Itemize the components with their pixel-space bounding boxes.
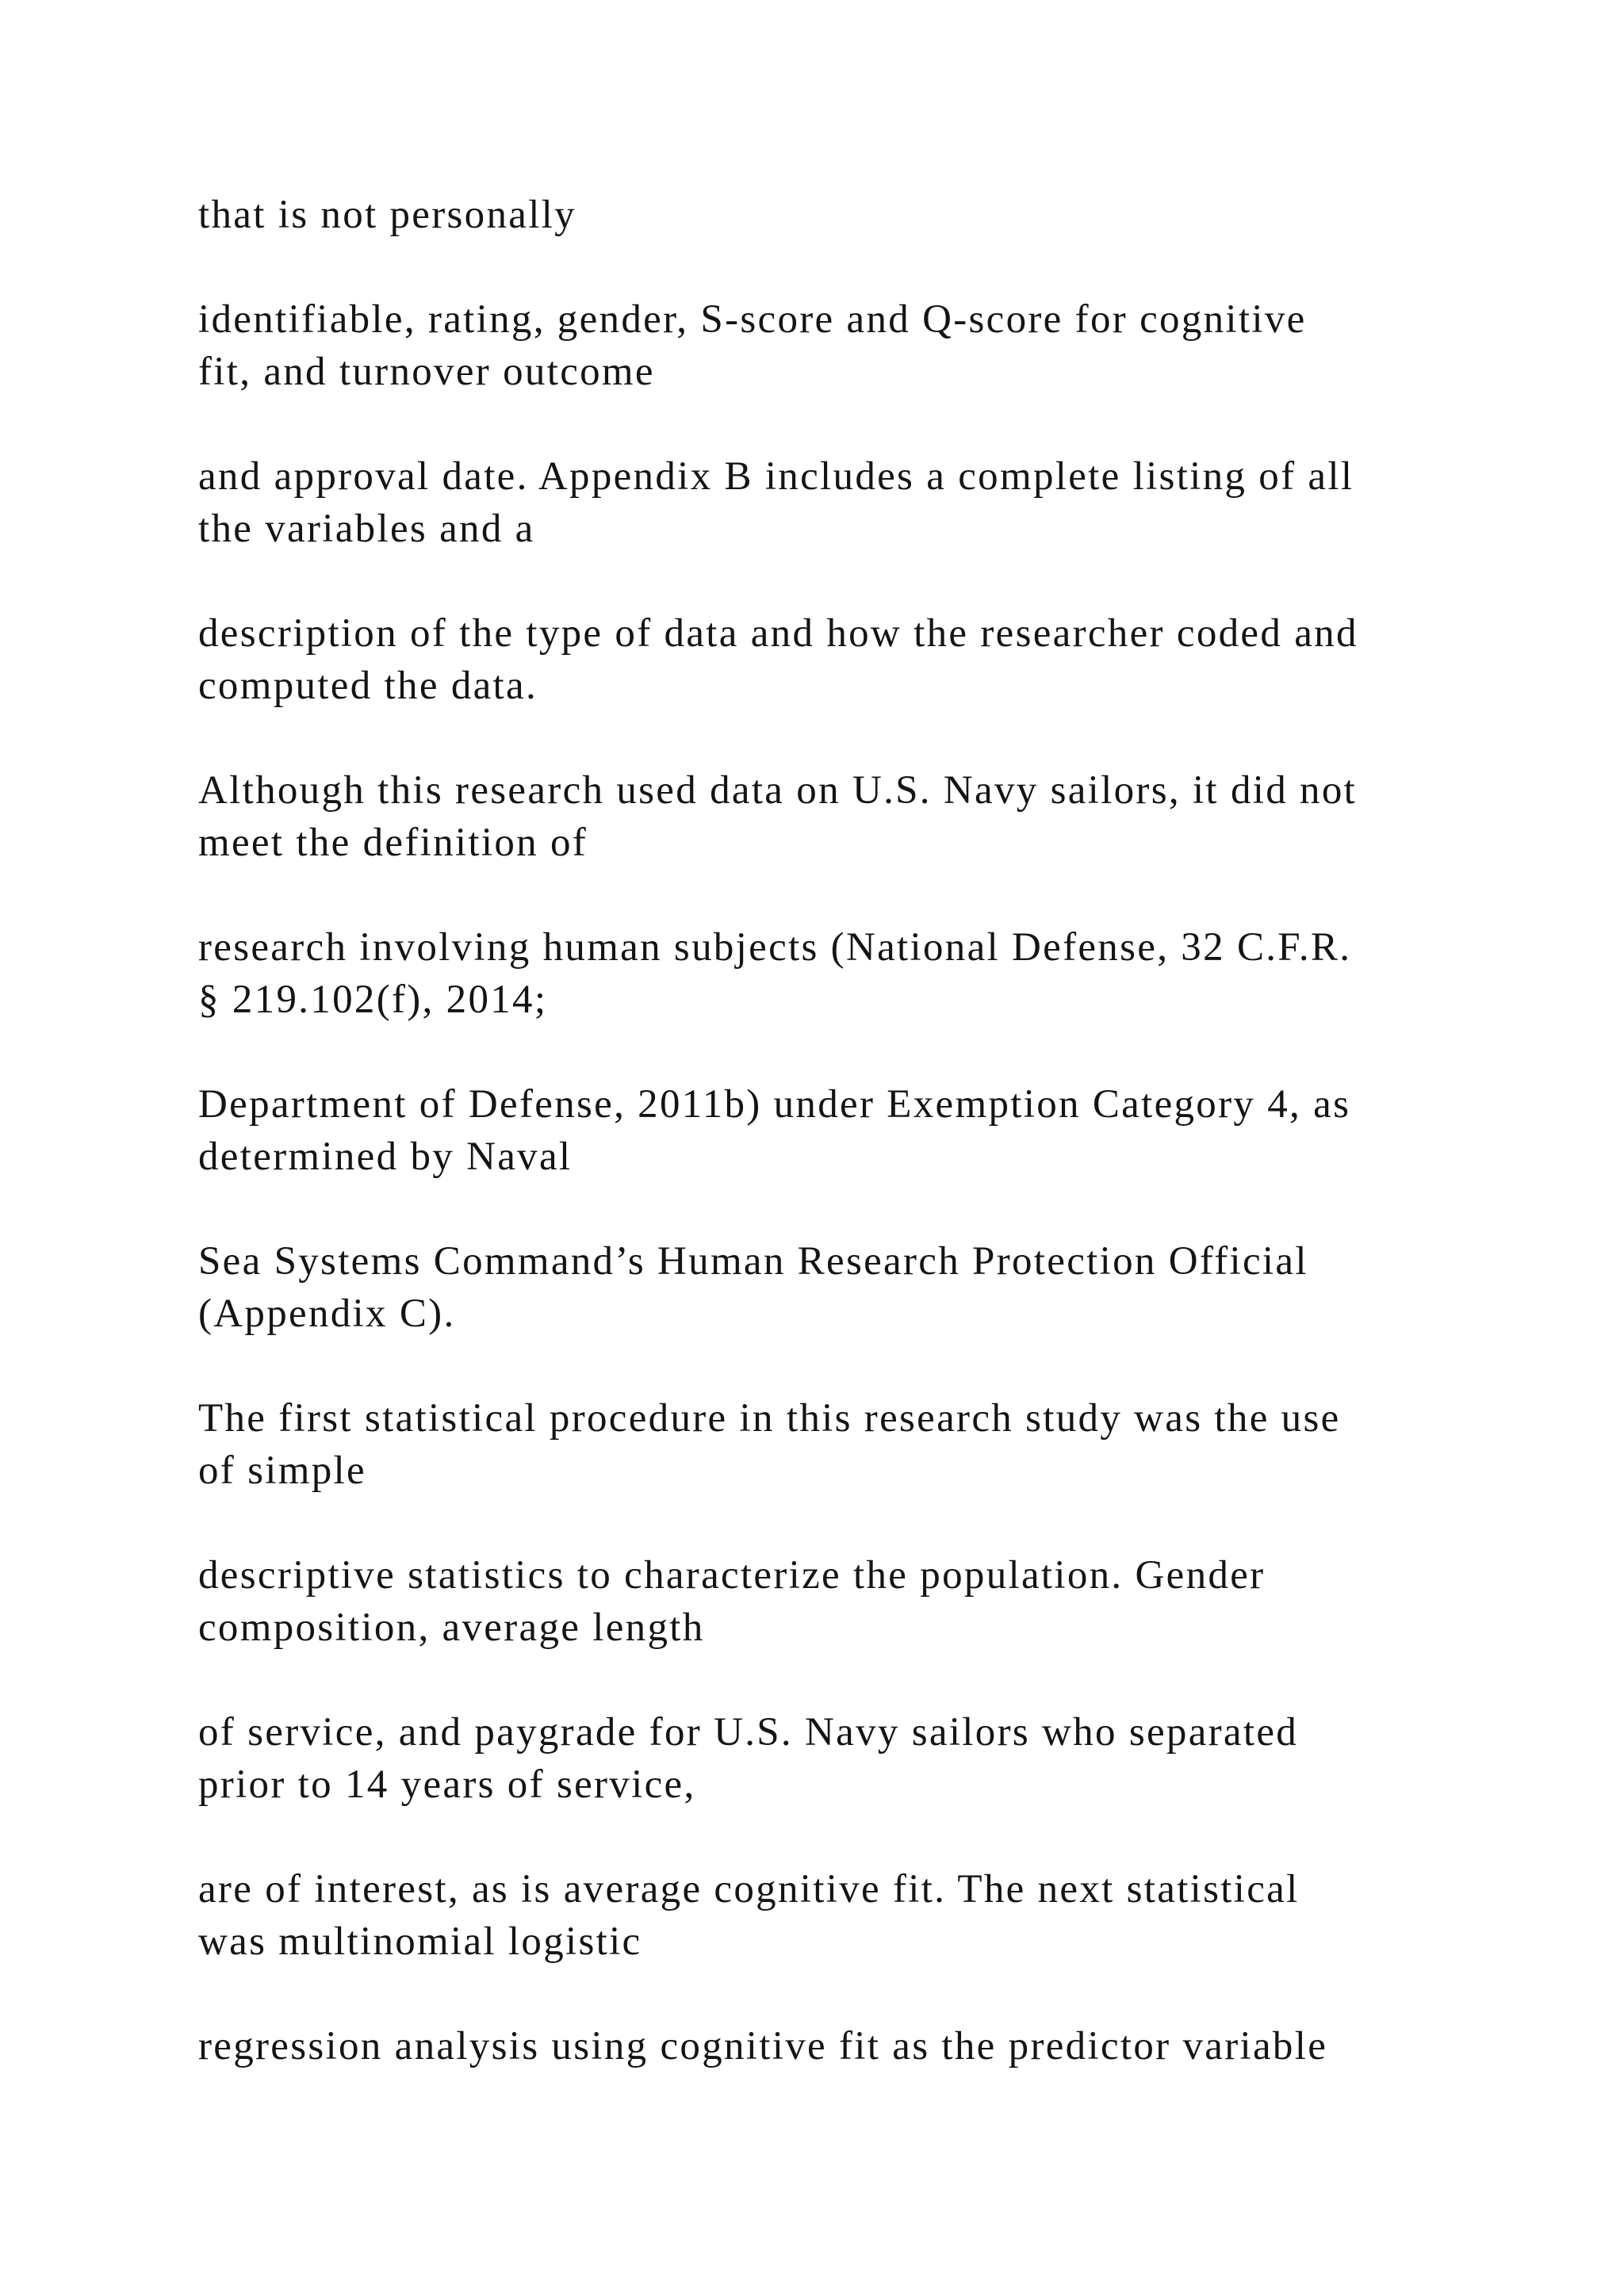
paragraph-1 [198, 189, 1499, 241]
paragraph-13 [198, 2020, 1499, 2072]
text-line: description of the type of data and how the researcher coded and [198, 611, 1358, 656]
paragraph-5 [198, 764, 1499, 869]
paragraph-10 [198, 1549, 1499, 1654]
text-line: was multinomial logistic [198, 1919, 642, 1964]
text-line: The first statistical procedure in this research study was the use [198, 1396, 1341, 1441]
paragraph-8 [198, 1235, 1499, 1340]
text-line: fit, and turnover outcome [198, 350, 655, 394]
text-line: regression analysis using cognitive fit as the predictor variable [198, 2024, 1328, 2068]
paragraph-7 [198, 1078, 1499, 1183]
text-line: computed the data. [198, 664, 538, 708]
paragraph-6 [198, 921, 1499, 1026]
paragraph-9 [198, 1392, 1499, 1497]
text-line: identifiable, rating, gender, S-score and Q-score for cognitive [198, 297, 1307, 342]
text-line: are of interest, as is average cognitive fit. The next statistical [198, 1867, 1300, 1911]
text-line: (Appendix C). [198, 1292, 456, 1336]
text-line: Although this research used data on U.S. Navy sailors, it did not [198, 768, 1358, 813]
text-line: § 219.102(f), 2014; [198, 978, 548, 1022]
paragraph-2 [198, 293, 1499, 398]
text-line: of service, and paygrade for U.S. Navy sailors who separated [198, 1710, 1299, 1755]
text-line: Sea Systems Command’s Human Research Protection Official [198, 1239, 1308, 1284]
text-line: composition, average length [198, 1605, 705, 1650]
text-line: Department of Defense, 2011b) under Exemption Category 4, as [198, 1082, 1351, 1127]
text-line: prior to 14 years of service, [198, 1762, 696, 1807]
paragraph-4 [198, 607, 1499, 712]
paragraph-3 [198, 450, 1499, 555]
text-line: the variables and a [198, 507, 535, 551]
text-line: and approval date. Appendix B includes a complete listing of all [198, 454, 1354, 499]
text-line: meet the definition of [198, 821, 588, 865]
paragraph-11 [198, 1706, 1499, 1811]
body-text [198, 189, 1499, 2125]
text-line: research involving human subjects (National Defense, 32 C.F.R. [198, 925, 1352, 970]
text-line: descriptive statistics to characterize the population. Gender [198, 1553, 1266, 1598]
paragraph-12 [198, 1863, 1499, 1968]
text-line: of simple [198, 1448, 366, 1493]
text-line: determined by Naval [198, 1135, 573, 1179]
text-line: that is not personally [198, 193, 576, 237]
